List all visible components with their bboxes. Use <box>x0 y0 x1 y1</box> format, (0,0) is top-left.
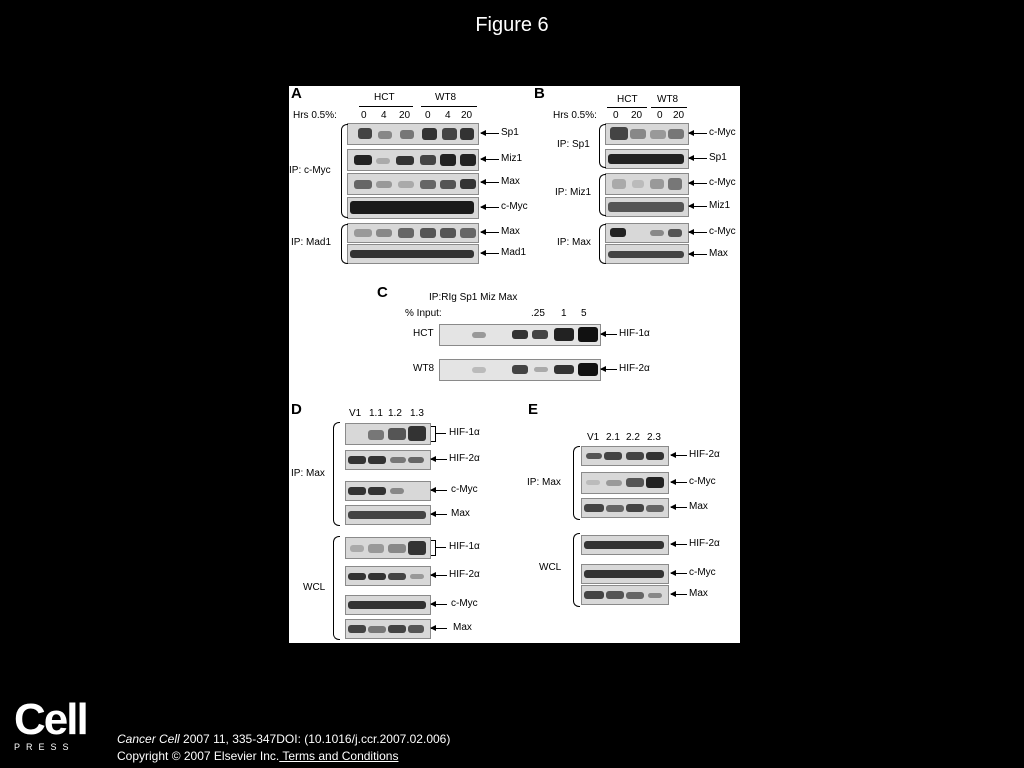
arrow-icon <box>601 369 617 370</box>
bracket <box>599 224 606 264</box>
arrow-icon <box>481 133 499 134</box>
bracket <box>341 124 348 218</box>
arrow-icon <box>671 507 687 508</box>
bracket <box>573 446 580 520</box>
band-label: HIF-2α <box>619 363 650 374</box>
panel-a-lane-label: 0 <box>425 110 431 121</box>
panel-e-lane-label: V1 <box>587 432 600 443</box>
panel-b-group-wt8: WT8 <box>657 94 679 105</box>
panel-a-hrs-label: Hrs 0.5%: <box>293 110 337 121</box>
cell-press-logo <box>14 695 87 752</box>
panel-d-lane-label: 1.3 <box>410 408 424 419</box>
blot-strip <box>581 498 669 518</box>
blot-strip <box>581 535 669 555</box>
blot-strip <box>605 244 689 264</box>
panel-e-label: E <box>528 401 539 418</box>
wcl-label: WCL <box>539 562 562 573</box>
arrow-icon <box>689 158 707 159</box>
blot-strip <box>345 595 431 615</box>
blot-strip <box>581 446 669 466</box>
panel-b-group-hct: HCT <box>617 94 638 105</box>
blot-strip <box>347 223 479 243</box>
band-label: HIF-1α <box>449 541 480 552</box>
band-label: Sp1 <box>709 152 727 163</box>
panel-c-row-label: HCT <box>413 328 434 339</box>
arrow-icon <box>431 490 447 491</box>
arrow-icon <box>481 182 499 183</box>
band-label: c-Myc <box>689 476 716 487</box>
arrow-icon <box>481 159 499 160</box>
band-label: HIF-2α <box>689 538 720 549</box>
arrow-icon <box>671 594 687 595</box>
arrow-icon <box>431 575 447 576</box>
citation-journal: Cancer Cell <box>117 732 180 746</box>
bracket <box>333 536 340 640</box>
arrow-icon <box>689 254 707 255</box>
band-label: HIF-1α <box>619 328 650 339</box>
panel-b-lane-label: 20 <box>673 110 685 121</box>
logo-wordmark: Cell <box>14 695 87 744</box>
panel-c-row-label: WT8 <box>413 363 435 374</box>
blot-strip <box>605 223 689 243</box>
panel-b-lane-label: 0 <box>657 110 663 121</box>
arrow-icon <box>481 253 499 254</box>
band-label: c-Myc <box>501 201 528 212</box>
arrow-icon <box>431 459 447 460</box>
panel-e-lane-label: 2.3 <box>647 432 661 443</box>
blot-strip <box>605 197 689 217</box>
panel-a-wt8-underline <box>421 106 477 107</box>
panel-e-lane-label: 2.2 <box>626 432 640 443</box>
copyright-line <box>117 749 398 763</box>
panel-d-label: D <box>291 401 302 418</box>
ip-mad1-label: IP: Mad1 <box>291 237 332 248</box>
arrow-icon <box>689 232 707 233</box>
blot-strip <box>439 359 601 381</box>
blot-strip <box>581 564 669 584</box>
arrow-icon <box>689 133 707 134</box>
ip-sp1-label: IP: Sp1 <box>557 139 590 150</box>
panel-d-lane-label: 1.2 <box>388 408 402 419</box>
band-label: Sp1 <box>501 127 519 138</box>
panel-a-label: A <box>291 86 302 102</box>
blot-strip <box>345 619 431 639</box>
blot-strip <box>347 173 479 195</box>
logo-subtitle: PRESS <box>14 742 75 752</box>
panel-a-lane-label: 4 <box>445 110 451 121</box>
band-label: c-Myc <box>709 177 736 188</box>
copyright-text: Copyright © 2007 Elsevier Inc. <box>117 749 280 763</box>
blot-strip <box>347 149 479 171</box>
arrow-icon <box>431 604 447 605</box>
band-label: c-Myc <box>709 226 736 237</box>
panel-b-lane-label: 20 <box>631 110 643 121</box>
blot-strip <box>345 423 431 445</box>
arrow-icon <box>481 232 499 233</box>
blot-strip <box>345 481 431 501</box>
figure-panel <box>289 86 740 643</box>
arrow-icon <box>671 544 687 545</box>
bracket-tick <box>436 547 446 548</box>
band-label: Max <box>501 176 520 187</box>
panel-d-lane-label: V1 <box>349 408 362 419</box>
band-label: Max <box>689 501 708 512</box>
panel-c-input-value: 1 <box>561 308 567 319</box>
bracket <box>431 540 436 556</box>
arrow-icon <box>431 628 447 629</box>
band-label: c-Myc <box>709 127 736 138</box>
panel-a-lane-label: 20 <box>461 110 473 121</box>
bracket-tick <box>436 433 446 434</box>
bracket <box>599 124 606 168</box>
band-label: Miz1 <box>501 153 523 164</box>
wcl-label: WCL <box>303 582 326 593</box>
bracket <box>573 533 580 607</box>
blot-strip <box>605 123 689 145</box>
blot-strip <box>345 566 431 586</box>
band-label: c-Myc <box>689 567 716 578</box>
band-label: Max <box>453 622 472 633</box>
blot-strip <box>581 585 669 605</box>
arrow-icon <box>671 455 687 456</box>
blot-strip <box>345 505 431 525</box>
arrow-icon <box>671 573 687 574</box>
blot-strip <box>345 450 431 470</box>
panel-b-wt8-underline <box>651 107 687 108</box>
blot-strip <box>347 197 479 219</box>
arrow-icon <box>671 482 687 483</box>
bracket <box>431 426 436 442</box>
band-label: Mad1 <box>501 247 527 258</box>
bracket <box>333 422 340 526</box>
panel-e-lane-label: 2.1 <box>606 432 620 443</box>
panel-c-input-value: 5 <box>581 308 587 319</box>
panel-a-group-wt8: WT8 <box>435 92 457 103</box>
band-label: Max <box>689 588 708 599</box>
blot-strip <box>605 173 689 195</box>
panel-a-lane-label: 4 <box>381 110 387 121</box>
panel-a-lane-label: 0 <box>361 110 367 121</box>
band-label: c-Myc <box>451 484 478 495</box>
band-label: Miz1 <box>709 200 731 211</box>
bracket <box>341 224 348 264</box>
arrow-icon <box>431 514 447 515</box>
band-label: HIF-1α <box>449 427 480 438</box>
band-label: c-Myc <box>451 598 478 609</box>
blot-strip <box>581 472 669 494</box>
panel-b-lane-label: 0 <box>613 110 619 121</box>
panel-d-lane-label: 1.1 <box>369 408 383 419</box>
panel-b-hrs-label: Hrs 0.5%: <box>553 110 597 121</box>
band-label: HIF-2α <box>689 449 720 460</box>
blot-strip <box>439 324 601 346</box>
panel-b-label: B <box>534 86 545 102</box>
panel-c-label: C <box>377 284 388 301</box>
panel-c-input-label: % Input: <box>405 308 442 319</box>
panel-c-input-value: .25 <box>531 308 545 319</box>
band-label: Max <box>451 508 470 519</box>
arrow-icon <box>481 207 499 208</box>
ip-max-label: IP: Max <box>291 468 325 479</box>
panel-a-hct-underline <box>359 106 413 107</box>
page-title: Figure 6 <box>475 14 549 36</box>
ip-max-label: IP: Max <box>527 477 561 488</box>
citation <box>117 732 450 746</box>
blot-strip <box>347 123 479 145</box>
blot-strip <box>605 149 689 169</box>
panel-a-lane-label: 20 <box>399 110 411 121</box>
panel-b-hct-underline <box>607 107 647 108</box>
panel-a-group-hct: HCT <box>374 92 395 103</box>
panel-c-ip-header: IP:RIg Sp1 Miz Max <box>429 292 518 303</box>
band-label: HIF-2α <box>449 453 480 464</box>
arrow-icon <box>601 334 617 335</box>
ip-miz1-label: IP: Miz1 <box>555 187 592 198</box>
blot-strip <box>347 244 479 264</box>
band-label: Max <box>501 226 520 237</box>
arrow-icon <box>689 206 707 207</box>
bracket <box>599 174 606 216</box>
arrow-icon <box>689 183 707 184</box>
citation-details: 2007 11, 335-347DOI: (10.1016/j.ccr.2007.02.006) <box>179 732 451 746</box>
terms-link[interactable]: Terms and Conditions <box>279 749 399 763</box>
blot-strip <box>345 537 431 559</box>
band-label: HIF-2α <box>449 569 480 580</box>
band-label: Max <box>709 248 728 259</box>
ip-cmyc-label: IP: c-Myc <box>289 165 331 176</box>
ip-max-label: IP: Max <box>557 237 591 248</box>
